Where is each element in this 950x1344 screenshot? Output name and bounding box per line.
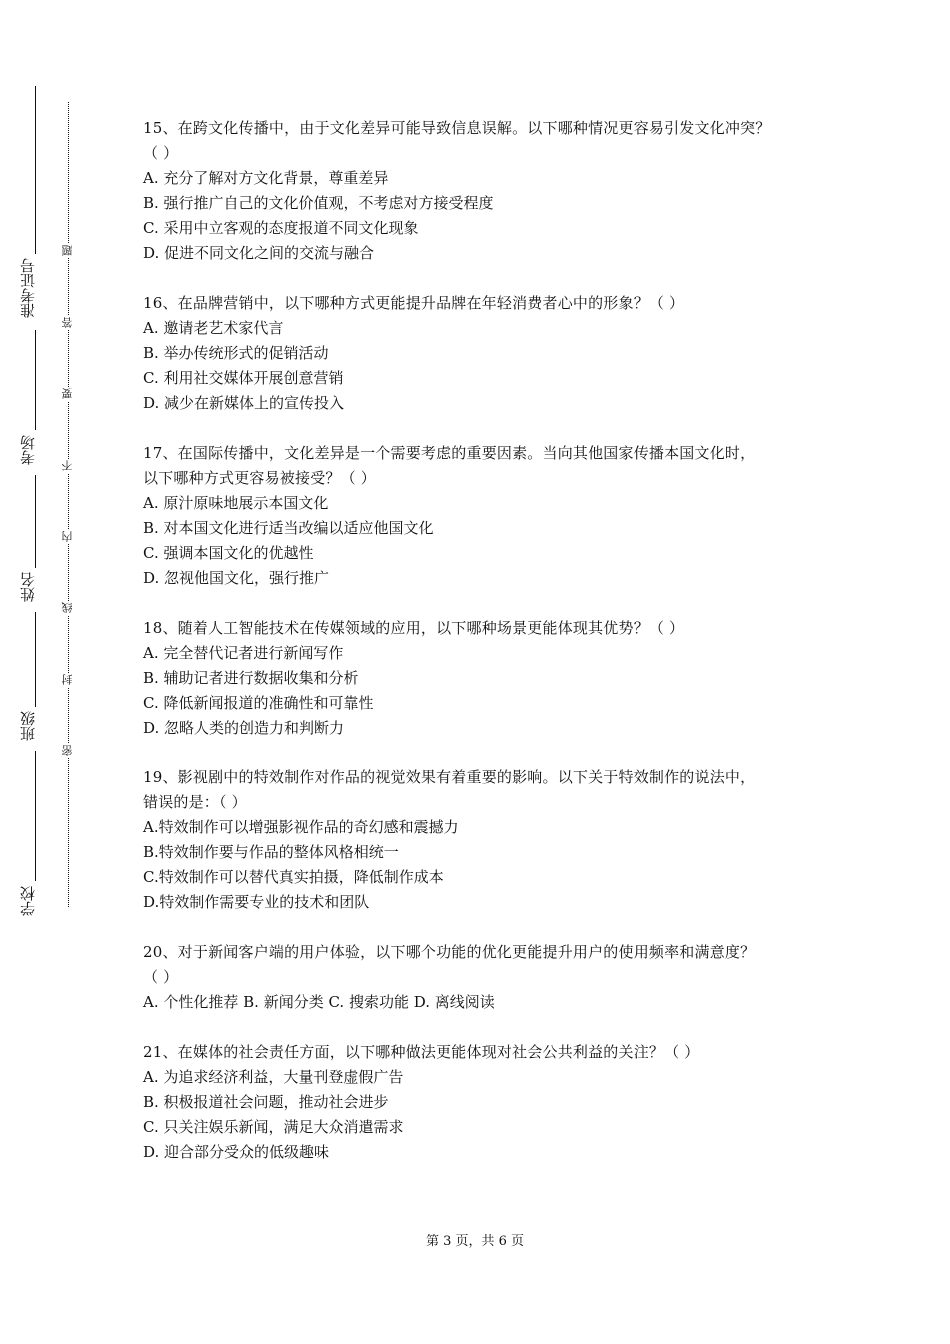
option-b: B. 强行推广自己的文化价值观，不考虑对方接受程度 (143, 194, 494, 212)
option-c: C. 强调本国文化的优越性 (143, 544, 314, 562)
exam-number-label: 准考证号 (19, 258, 37, 318)
seal-char: 内 (61, 531, 74, 543)
field-line (35, 86, 36, 254)
option-a: A. 邀请老艺术家代言 (143, 319, 284, 337)
page-number: 第 3 页，共 6 页 (425, 1234, 525, 1249)
seal-char: 线 (61, 602, 74, 614)
option-c: C. 采用中立客观的态度报道不同文化现象 (143, 219, 419, 237)
question-21 (143, 1040, 823, 1165)
option-b: B. 举办传统形式的促销活动 (143, 344, 329, 362)
question-19 (143, 765, 823, 915)
seal-char: 题 (61, 245, 74, 257)
option-c: C.特效制作可以替代真实拍摄，降低制作成本 (143, 868, 444, 886)
option-b: B. 积极报道社会问题，推动社会进步 (143, 1093, 389, 1111)
question-18 (143, 616, 823, 741)
seal-char: 密 (61, 745, 74, 757)
school-label: 学校 (19, 886, 37, 916)
question-stem: 18、随着人工智能技术在传媒领域的应用，以下哪种场景更能体现其优势？（ ） (143, 619, 685, 637)
question-stem: 15、在跨文化传播中，由于文化差异可能导致信息误解。以下哪种情况更容易引发文化冲突？ (143, 119, 771, 137)
question-16 (143, 291, 823, 416)
class-label: 班级 (19, 711, 37, 741)
seal-char: 要 (61, 388, 74, 400)
option-d: D. 减少在新媒体上的宣传投入 (143, 394, 345, 412)
question-stem: 19、影视剧中的特效制作对作品的视觉效果有着重要的影响。以下关于特效制作的说法中， (143, 768, 756, 786)
option-a: A. 为追求经济利益，大量刊登虚假广告 (143, 1068, 404, 1086)
question-stem: 17、在国际传播中，文化差异是一个需要考虑的重要因素。当向其他国家传播本国文化时， (143, 444, 756, 462)
answer-blank: （ ） (143, 968, 179, 986)
option-a: A. 充分了解对方文化背景，尊重差异 (143, 169, 389, 187)
seal-dotted-line (68, 102, 69, 907)
name-label: 姓名 (19, 572, 37, 602)
option-a: A.特效制作可以增强影视作品的奇幻感和震撼力 (143, 818, 459, 836)
option-d: D. 促进不同文化之间的交流与融合 (143, 244, 375, 262)
option-c: C. 只关注娱乐新闻，满足大众消遣需求 (143, 1118, 404, 1136)
option-c: C. 降低新闻报道的准确性和可靠性 (143, 694, 374, 712)
question-stem: 16、在品牌营销中，以下哪种方式更能提升品牌在年轻消费者心中的形象？（ ） (143, 294, 685, 312)
question-stem: 20、对于新闻客户端的用户体验，以下哪个功能的优化更能提升用户的使用频率和满意度？ (143, 943, 756, 961)
page-footer (0, 1230, 950, 1249)
seal-char: 不 (61, 460, 74, 472)
exam-room-label: 考场 (19, 435, 37, 465)
seal-char: 封 (61, 674, 74, 686)
field-line (35, 612, 36, 707)
option-d: D. 忽视他国文化，强行推广 (143, 569, 330, 587)
options-inline: A. 个性化推荐 B. 新闻分类 C. 搜索功能 D. 离线阅读 (143, 993, 495, 1011)
option-d: D. 忽略人类的创造力和判断力 (143, 719, 345, 737)
option-b: B. 对本国文化进行适当改编以适应他国文化 (143, 519, 434, 537)
field-line (35, 330, 36, 430)
field-line (35, 751, 36, 881)
field-line (35, 475, 36, 568)
answer-blank: （ ） (143, 144, 179, 162)
option-a: A. 原汁原味地展示本国文化 (143, 494, 329, 512)
question-15 (143, 116, 823, 266)
question-stem-cont: 错误的是：（ ） (143, 793, 247, 811)
question-17 (143, 441, 823, 591)
seal-char: 答 (61, 317, 74, 329)
option-a: A. 完全替代记者进行新闻写作 (143, 644, 344, 662)
option-d: D. 迎合部分受众的低级趣味 (143, 1143, 330, 1161)
question-20 (143, 940, 823, 1015)
option-b: B.特效制作要与作品的整体风格相统一 (143, 843, 399, 861)
option-d: D.特效制作需要专业的技术和团队 (143, 893, 370, 911)
question-stem: 21、在媒体的社会责任方面，以下哪种做法更能体现对社会公共利益的关注？（ ） (143, 1043, 700, 1061)
option-b: B. 辅助记者进行数据收集和分析 (143, 669, 359, 687)
option-c: C. 利用社交媒体开展创意营销 (143, 369, 344, 387)
question-stem-cont: 以下哪种方式更容易被接受？（ ） (143, 469, 376, 487)
